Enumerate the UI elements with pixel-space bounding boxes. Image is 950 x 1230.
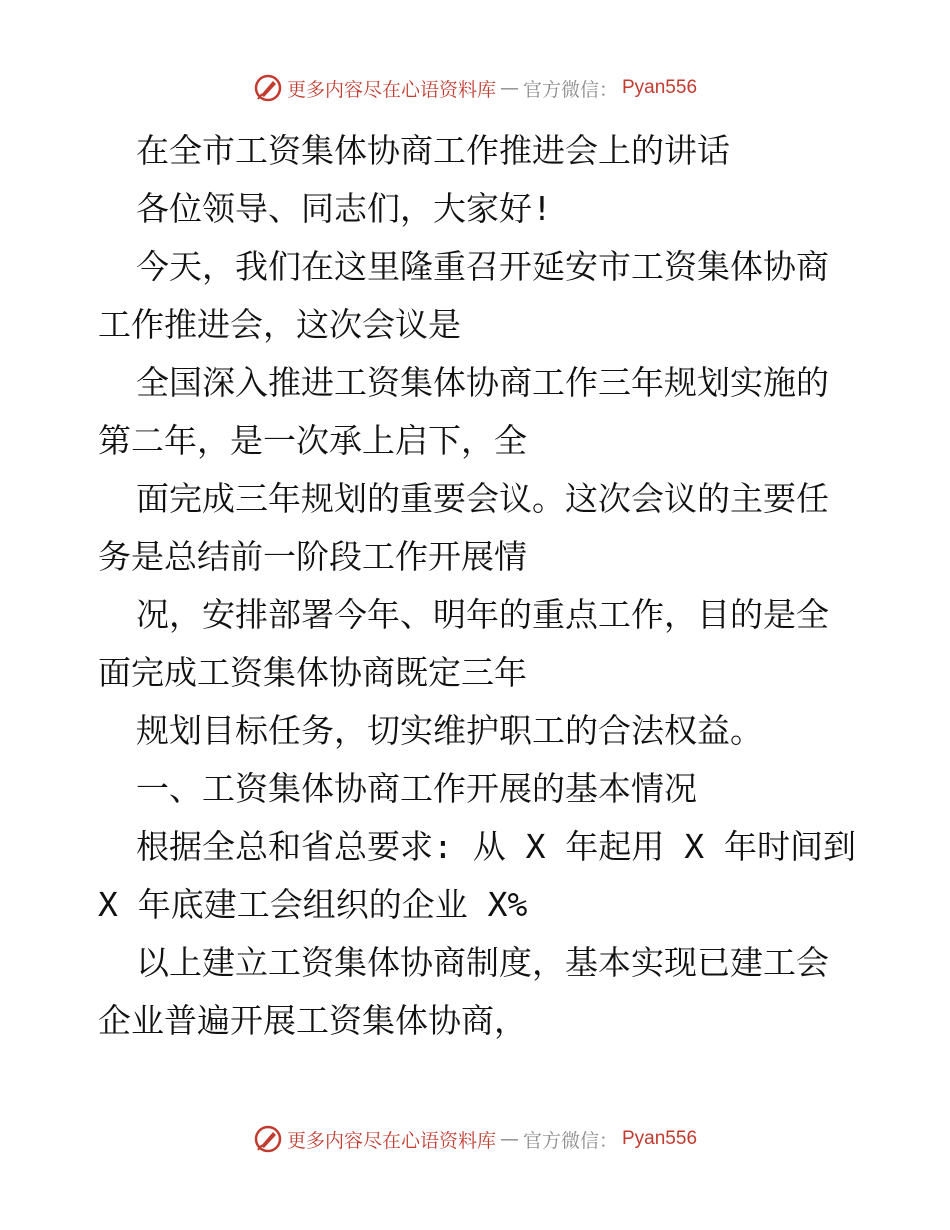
footer-watermark [0, 1124, 950, 1154]
paragraph-line: 面完成工资集体协商既定三年 [98, 653, 527, 692]
paragraph-line: 规划目标任务，切实维护职工的合法权益。 [136, 711, 763, 750]
watermark-wechat-label: 官方微信： [522, 1129, 618, 1152]
document-body [98, 122, 858, 1050]
watermark-wechat-label: 官方微信： [522, 78, 618, 101]
paragraph-line: 今天，我们在这里隆重召开延安市工资集体协商 [136, 247, 829, 286]
quill-logo-icon [253, 1124, 283, 1154]
paragraph-line: 第二年，是一次承上启下，全 [98, 421, 527, 460]
watermark-wechat-id: Pyan556 [622, 1128, 698, 1149]
watermark-separator: — [499, 77, 519, 99]
document-title: 在全市工资集体协商工作推进会上的讲话 [136, 131, 730, 170]
watermark-text: 更多内容尽在心语资料库 [286, 1129, 496, 1152]
header-watermark [0, 73, 950, 103]
quill-logo-icon [253, 73, 283, 103]
paragraph-line: 面完成三年规划的重要会议。这次会议的主要任 [136, 479, 829, 518]
section-heading: 一、工资集体协商工作开展的基本情况 [136, 769, 697, 808]
paragraph-line: X 年底建工会组织的企业 X% [98, 885, 528, 924]
watermark-text: 更多内容尽在心语资料库 [286, 78, 496, 101]
watermark-separator: — [499, 1128, 519, 1150]
paragraph-line: 以上建立工资集体协商制度，基本实现已建工会 [136, 943, 829, 982]
watermark-wechat-id: Pyan556 [622, 77, 698, 98]
greeting-line: 各位领导、同志们，大家好! [136, 189, 552, 228]
paragraph-line: 全国深入推进工资集体协商工作三年规划实施的 [136, 363, 829, 402]
paragraph-line: 工作推进会，这次会议是 [98, 305, 461, 344]
paragraph-line: 根据全总和省总要求: 从 X 年起用 X 年时间到 [136, 827, 856, 866]
paragraph-line: 况，安排部署今年、明年的重点工作，目的是全 [136, 595, 829, 634]
paragraph-line: 务是总结前一阶段工作开展情 [98, 537, 527, 576]
paragraph-line: 企业普遍开展工资集体协商， [98, 1001, 527, 1040]
